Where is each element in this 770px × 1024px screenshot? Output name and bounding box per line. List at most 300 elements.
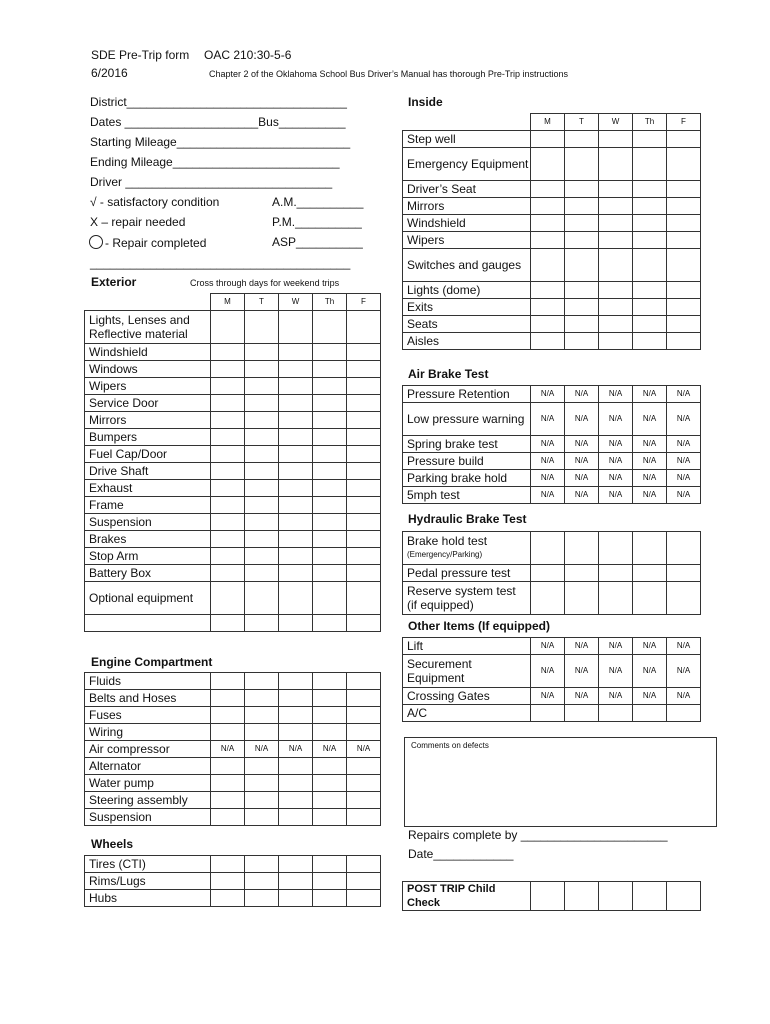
table-row (403, 198, 701, 215)
check-cell[interactable] (313, 344, 347, 361)
table-row (403, 131, 701, 148)
check-cell[interactable] (211, 809, 245, 826)
na-cell: N/A (565, 386, 599, 403)
air-brake-title: Air Brake Test (408, 367, 489, 381)
check-cell[interactable] (667, 249, 701, 282)
check-cell[interactable] (667, 232, 701, 249)
item-label: Seats (403, 316, 531, 333)
check-cell[interactable] (245, 582, 279, 615)
check-cell[interactable] (599, 316, 633, 333)
check-cell[interactable] (599, 181, 633, 198)
na-cell: N/A (531, 655, 565, 688)
check-cell[interactable] (667, 282, 701, 299)
table-row (403, 655, 701, 688)
check-cell[interactable] (279, 690, 313, 707)
check-cell[interactable] (565, 299, 599, 316)
check-cell[interactable] (279, 582, 313, 615)
check-cell[interactable] (347, 758, 381, 775)
circle-icon (89, 235, 103, 249)
check-cell[interactable] (667, 532, 701, 565)
check-cell[interactable] (245, 724, 279, 741)
check-cell[interactable] (347, 311, 381, 344)
check-cell[interactable] (211, 497, 245, 514)
check-cell[interactable] (565, 232, 599, 249)
check-cell[interactable] (245, 497, 279, 514)
check-cell[interactable] (633, 705, 667, 722)
check-cell[interactable] (633, 532, 667, 565)
item-label: Stop Arm (85, 548, 211, 565)
check-cell[interactable] (347, 809, 381, 826)
check-cell[interactable] (313, 582, 347, 615)
item-label: Brakes (85, 531, 211, 548)
table-row (85, 429, 381, 446)
check-cell[interactable] (347, 890, 381, 907)
check-cell[interactable] (211, 615, 245, 632)
table-row (403, 470, 701, 487)
na-cell: N/A (667, 655, 701, 688)
check-cell[interactable] (347, 548, 381, 565)
check-cell[interactable] (211, 480, 245, 497)
check-cell[interactable] (211, 531, 245, 548)
pm-field[interactable]: P.M.__________ (272, 215, 362, 229)
starting-mileage-field[interactable]: Starting Mileage__________________________ (90, 135, 351, 149)
item-label: Fluids (85, 673, 211, 690)
check-cell[interactable] (565, 333, 599, 350)
check-cell[interactable] (313, 497, 347, 514)
check-cell[interactable] (599, 565, 633, 582)
na-cell: N/A (633, 487, 667, 504)
table-row (403, 565, 701, 582)
check-cell[interactable] (599, 249, 633, 282)
check-cell[interactable] (245, 690, 279, 707)
check-cell[interactable] (279, 446, 313, 463)
na-cell: N/A (565, 403, 599, 436)
check-cell[interactable] (245, 615, 279, 632)
check-cell[interactable] (279, 395, 313, 412)
check-cell[interactable] (667, 299, 701, 316)
na-cell: N/A (633, 638, 667, 655)
check-cell[interactable] (531, 565, 565, 582)
check-cell[interactable] (211, 446, 245, 463)
check-cell[interactable] (245, 344, 279, 361)
check-cell[interactable] (313, 378, 347, 395)
item-label: Lights (dome) (403, 282, 531, 299)
check-cell[interactable] (245, 673, 279, 690)
item-label: 5mph test (403, 487, 531, 504)
check-cell[interactable] (633, 299, 667, 316)
check-cell[interactable] (211, 565, 245, 582)
check-cell[interactable] (565, 249, 599, 282)
check-cell[interactable] (565, 181, 599, 198)
check-cell[interactable] (633, 148, 667, 181)
item-sub: (if equipped) (407, 598, 474, 612)
check-cell[interactable] (279, 565, 313, 582)
check-cell[interactable] (279, 412, 313, 429)
check-cell[interactable] (347, 412, 381, 429)
check-cell[interactable] (633, 215, 667, 232)
check-cell[interactable] (667, 181, 701, 198)
check-cell[interactable] (313, 792, 347, 809)
check-cell[interactable] (633, 565, 667, 582)
na-cell: N/A (633, 470, 667, 487)
check-cell[interactable] (531, 299, 565, 316)
check-cell[interactable] (313, 446, 347, 463)
check-cell[interactable] (565, 282, 599, 299)
check-cell[interactable] (565, 705, 599, 722)
check-cell[interactable] (347, 615, 381, 632)
check-cell[interactable] (531, 215, 565, 232)
table-row (85, 497, 381, 514)
check-cell[interactable] (279, 429, 313, 446)
check-cell[interactable] (211, 724, 245, 741)
check-cell[interactable] (531, 882, 565, 911)
district-field[interactable]: District_________________________________ (90, 95, 347, 109)
check-cell[interactable] (667, 215, 701, 232)
check-cell[interactable] (245, 514, 279, 531)
check-cell[interactable] (599, 333, 633, 350)
check-cell[interactable] (279, 792, 313, 809)
check-cell[interactable] (211, 707, 245, 724)
check-cell[interactable] (347, 395, 381, 412)
check-cell[interactable] (667, 582, 701, 615)
form-date: 6/2016 (91, 66, 128, 80)
check-cell[interactable] (211, 429, 245, 446)
check-cell[interactable] (347, 707, 381, 724)
check-cell[interactable] (531, 532, 565, 565)
check-cell[interactable] (313, 514, 347, 531)
check-cell[interactable] (667, 316, 701, 333)
check-cell[interactable] (347, 463, 381, 480)
check-cell[interactable] (599, 282, 633, 299)
check-cell[interactable] (279, 758, 313, 775)
check-cell[interactable] (211, 395, 245, 412)
check-cell[interactable] (599, 215, 633, 232)
check-cell[interactable] (531, 131, 565, 148)
check-cell[interactable] (211, 378, 245, 395)
check-cell[interactable] (245, 775, 279, 792)
check-cell[interactable] (347, 480, 381, 497)
table-row (403, 487, 701, 504)
check-cell[interactable] (211, 311, 245, 344)
check-cell[interactable] (211, 514, 245, 531)
check-cell[interactable] (633, 181, 667, 198)
check-cell[interactable] (245, 361, 279, 378)
table-row (403, 882, 701, 911)
check-cell[interactable] (245, 890, 279, 907)
form-code: OAC 210:30-5-6 (204, 48, 292, 62)
check-cell[interactable] (565, 131, 599, 148)
na-cell: N/A (211, 741, 245, 758)
check-cell[interactable] (279, 548, 313, 565)
check-cell[interactable] (211, 775, 245, 792)
check-cell[interactable] (347, 361, 381, 378)
check-cell[interactable] (347, 582, 381, 615)
na-cell: N/A (565, 470, 599, 487)
day-f: F (667, 114, 701, 131)
check-cell[interactable] (531, 333, 565, 350)
check-cell[interactable] (347, 446, 381, 463)
item-label: Drive Shaft (85, 463, 211, 480)
check-cell[interactable] (279, 514, 313, 531)
check-cell[interactable] (313, 724, 347, 741)
check-cell[interactable] (531, 316, 565, 333)
item-label: Exits (403, 299, 531, 316)
check-cell[interactable] (565, 565, 599, 582)
table-row (85, 311, 381, 344)
check-cell[interactable] (633, 131, 667, 148)
check-cell[interactable] (531, 198, 565, 215)
check-cell[interactable] (347, 344, 381, 361)
check-cell[interactable] (313, 890, 347, 907)
check-cell[interactable] (279, 311, 313, 344)
check-cell[interactable] (279, 615, 313, 632)
item-main: Brake hold test (407, 534, 488, 548)
check-cell[interactable] (245, 707, 279, 724)
item-label: Pressure Retention (403, 386, 531, 403)
check-cell[interactable] (245, 378, 279, 395)
check-cell[interactable] (531, 181, 565, 198)
check-cell[interactable] (245, 873, 279, 890)
check-cell[interactable] (531, 249, 565, 282)
check-cell[interactable] (313, 615, 347, 632)
na-cell: N/A (565, 453, 599, 470)
check-cell[interactable] (279, 480, 313, 497)
check-cell[interactable] (245, 311, 279, 344)
check-cell[interactable] (347, 724, 381, 741)
item-label: Wiring (85, 724, 211, 741)
na-cell: N/A (667, 386, 701, 403)
check-cell[interactable] (599, 232, 633, 249)
day-th: Th (633, 114, 667, 131)
check-cell[interactable] (347, 514, 381, 531)
check-cell[interactable] (313, 311, 347, 344)
check-cell[interactable] (313, 463, 347, 480)
check-cell[interactable] (245, 429, 279, 446)
check-cell[interactable] (211, 792, 245, 809)
check-cell[interactable] (347, 565, 381, 582)
item-label: Service Door (85, 395, 211, 412)
check-cell[interactable] (531, 148, 565, 181)
check-cell[interactable] (313, 856, 347, 873)
check-cell[interactable] (347, 429, 381, 446)
check-cell[interactable] (245, 480, 279, 497)
check-cell[interactable] (599, 198, 633, 215)
na-cell: N/A (279, 741, 313, 758)
check-cell[interactable] (633, 582, 667, 615)
check-cell[interactable] (279, 497, 313, 514)
check-cell[interactable] (279, 361, 313, 378)
check-cell[interactable] (279, 873, 313, 890)
check-cell[interactable] (313, 480, 347, 497)
check-cell[interactable] (313, 531, 347, 548)
check-cell[interactable] (279, 707, 313, 724)
check-cell[interactable] (313, 690, 347, 707)
na-cell: N/A (633, 453, 667, 470)
comments-box[interactable] (404, 737, 717, 827)
check-cell[interactable] (313, 673, 347, 690)
check-cell[interactable] (633, 282, 667, 299)
item-label: Parking brake hold (403, 470, 531, 487)
check-cell[interactable] (565, 198, 599, 215)
check-cell[interactable] (279, 724, 313, 741)
check-cell[interactable] (667, 705, 701, 722)
check-cell[interactable] (211, 548, 245, 565)
check-cell[interactable] (667, 131, 701, 148)
item-label: Belts and Hoses (85, 690, 211, 707)
driver-field[interactable]: Driver _______________________________ (90, 175, 333, 189)
check-cell[interactable] (633, 198, 667, 215)
item-label: Securement Equipment (403, 655, 531, 688)
check-cell[interactable] (313, 429, 347, 446)
check-cell[interactable] (347, 792, 381, 809)
post-trip-table (402, 881, 701, 911)
check-cell[interactable] (245, 412, 279, 429)
check-cell[interactable] (347, 673, 381, 690)
check-cell[interactable] (667, 333, 701, 350)
item-sub: (Emergency/Parking) (407, 550, 483, 559)
check-cell[interactable] (313, 809, 347, 826)
na-cell: N/A (667, 487, 701, 504)
check-cell[interactable] (667, 565, 701, 582)
check-cell[interactable] (313, 412, 347, 429)
check-cell[interactable] (245, 792, 279, 809)
engine-table (84, 672, 381, 826)
legend-repair-needed: X – repair needed (90, 215, 186, 229)
check-cell[interactable] (211, 673, 245, 690)
check-cell[interactable] (347, 873, 381, 890)
table-row (85, 582, 381, 615)
check-cell[interactable] (347, 497, 381, 514)
check-cell[interactable] (667, 198, 701, 215)
check-cell[interactable] (211, 873, 245, 890)
check-cell[interactable] (599, 131, 633, 148)
check-cell[interactable] (279, 344, 313, 361)
check-cell[interactable] (313, 707, 347, 724)
check-cell[interactable] (347, 690, 381, 707)
check-cell[interactable] (211, 690, 245, 707)
check-cell[interactable] (565, 582, 599, 615)
check-cell[interactable] (313, 758, 347, 775)
check-cell[interactable] (245, 446, 279, 463)
inside-header-row (403, 114, 701, 131)
check-cell[interactable] (633, 232, 667, 249)
check-cell[interactable] (599, 882, 633, 911)
check-cell[interactable] (599, 148, 633, 181)
day-m: M (211, 294, 245, 311)
table-row (85, 344, 381, 361)
check-cell[interactable] (211, 582, 245, 615)
check-cell[interactable] (667, 148, 701, 181)
check-cell[interactable] (313, 565, 347, 582)
check-cell[interactable] (279, 890, 313, 907)
check-cell[interactable] (211, 856, 245, 873)
check-cell[interactable] (313, 548, 347, 565)
inside-title: Inside (408, 95, 443, 109)
check-cell[interactable] (245, 531, 279, 548)
check-cell[interactable] (347, 378, 381, 395)
check-cell[interactable] (599, 532, 633, 565)
check-cell[interactable] (313, 361, 347, 378)
check-cell[interactable] (347, 531, 381, 548)
check-cell[interactable] (245, 856, 279, 873)
item-label: Suspension (85, 514, 211, 531)
check-cell[interactable] (565, 532, 599, 565)
check-cell[interactable] (565, 148, 599, 181)
check-cell[interactable] (565, 316, 599, 333)
check-cell[interactable] (211, 758, 245, 775)
check-cell[interactable] (633, 316, 667, 333)
wheels-title: Wheels (91, 837, 134, 851)
check-cell[interactable] (531, 232, 565, 249)
check-cell[interactable] (279, 673, 313, 690)
check-cell[interactable] (211, 412, 245, 429)
item-label: Lights, Lenses and Reflective material (85, 311, 211, 344)
check-cell[interactable] (279, 378, 313, 395)
check-cell[interactable] (313, 395, 347, 412)
check-cell[interactable] (279, 775, 313, 792)
table-row (403, 282, 701, 299)
repairs-date-field[interactable]: Date____________ (408, 847, 514, 861)
check-cell[interactable] (211, 890, 245, 907)
check-cell[interactable] (245, 809, 279, 826)
am-field[interactable]: A.M.__________ (272, 195, 364, 209)
na-cell: N/A (667, 403, 701, 436)
check-cell[interactable] (633, 249, 667, 282)
check-cell[interactable] (211, 463, 245, 480)
na-cell: N/A (531, 386, 565, 403)
check-cell[interactable] (531, 705, 565, 722)
dates-bus-field[interactable]: Dates ____________________Bus__________ (90, 115, 346, 129)
check-cell[interactable] (279, 463, 313, 480)
table-row (85, 673, 381, 690)
check-cell[interactable] (245, 565, 279, 582)
na-cell: N/A (633, 436, 667, 453)
check-cell[interactable] (313, 873, 347, 890)
check-cell[interactable] (599, 582, 633, 615)
check-cell[interactable] (245, 548, 279, 565)
check-cell[interactable] (211, 361, 245, 378)
check-cell[interactable] (667, 882, 701, 911)
check-cell[interactable] (633, 882, 667, 911)
na-cell: N/A (245, 741, 279, 758)
check-cell[interactable] (599, 299, 633, 316)
check-cell[interactable] (211, 344, 245, 361)
check-cell[interactable] (313, 775, 347, 792)
check-cell[interactable] (245, 758, 279, 775)
ending-mileage-field[interactable]: Ending Mileage_________________________ (90, 155, 340, 169)
check-cell[interactable] (599, 705, 633, 722)
check-cell[interactable] (347, 856, 381, 873)
check-cell[interactable] (279, 809, 313, 826)
item-label: Fuel Cap/Door (85, 446, 211, 463)
check-cell[interactable] (565, 215, 599, 232)
item-label: Rims/Lugs (85, 873, 211, 890)
check-cell[interactable] (279, 531, 313, 548)
check-cell[interactable] (565, 882, 599, 911)
check-cell[interactable] (633, 333, 667, 350)
check-cell[interactable] (245, 395, 279, 412)
na-cell: N/A (667, 470, 701, 487)
repairs-complete-field[interactable]: Repairs complete by ______________________ (408, 828, 668, 842)
table-row (403, 705, 701, 722)
check-cell[interactable] (279, 856, 313, 873)
check-cell[interactable] (531, 282, 565, 299)
asp-field[interactable]: ASP__________ (272, 235, 363, 249)
check-cell[interactable] (531, 582, 565, 615)
check-cell[interactable] (347, 775, 381, 792)
check-cell[interactable] (245, 463, 279, 480)
na-cell: N/A (633, 386, 667, 403)
